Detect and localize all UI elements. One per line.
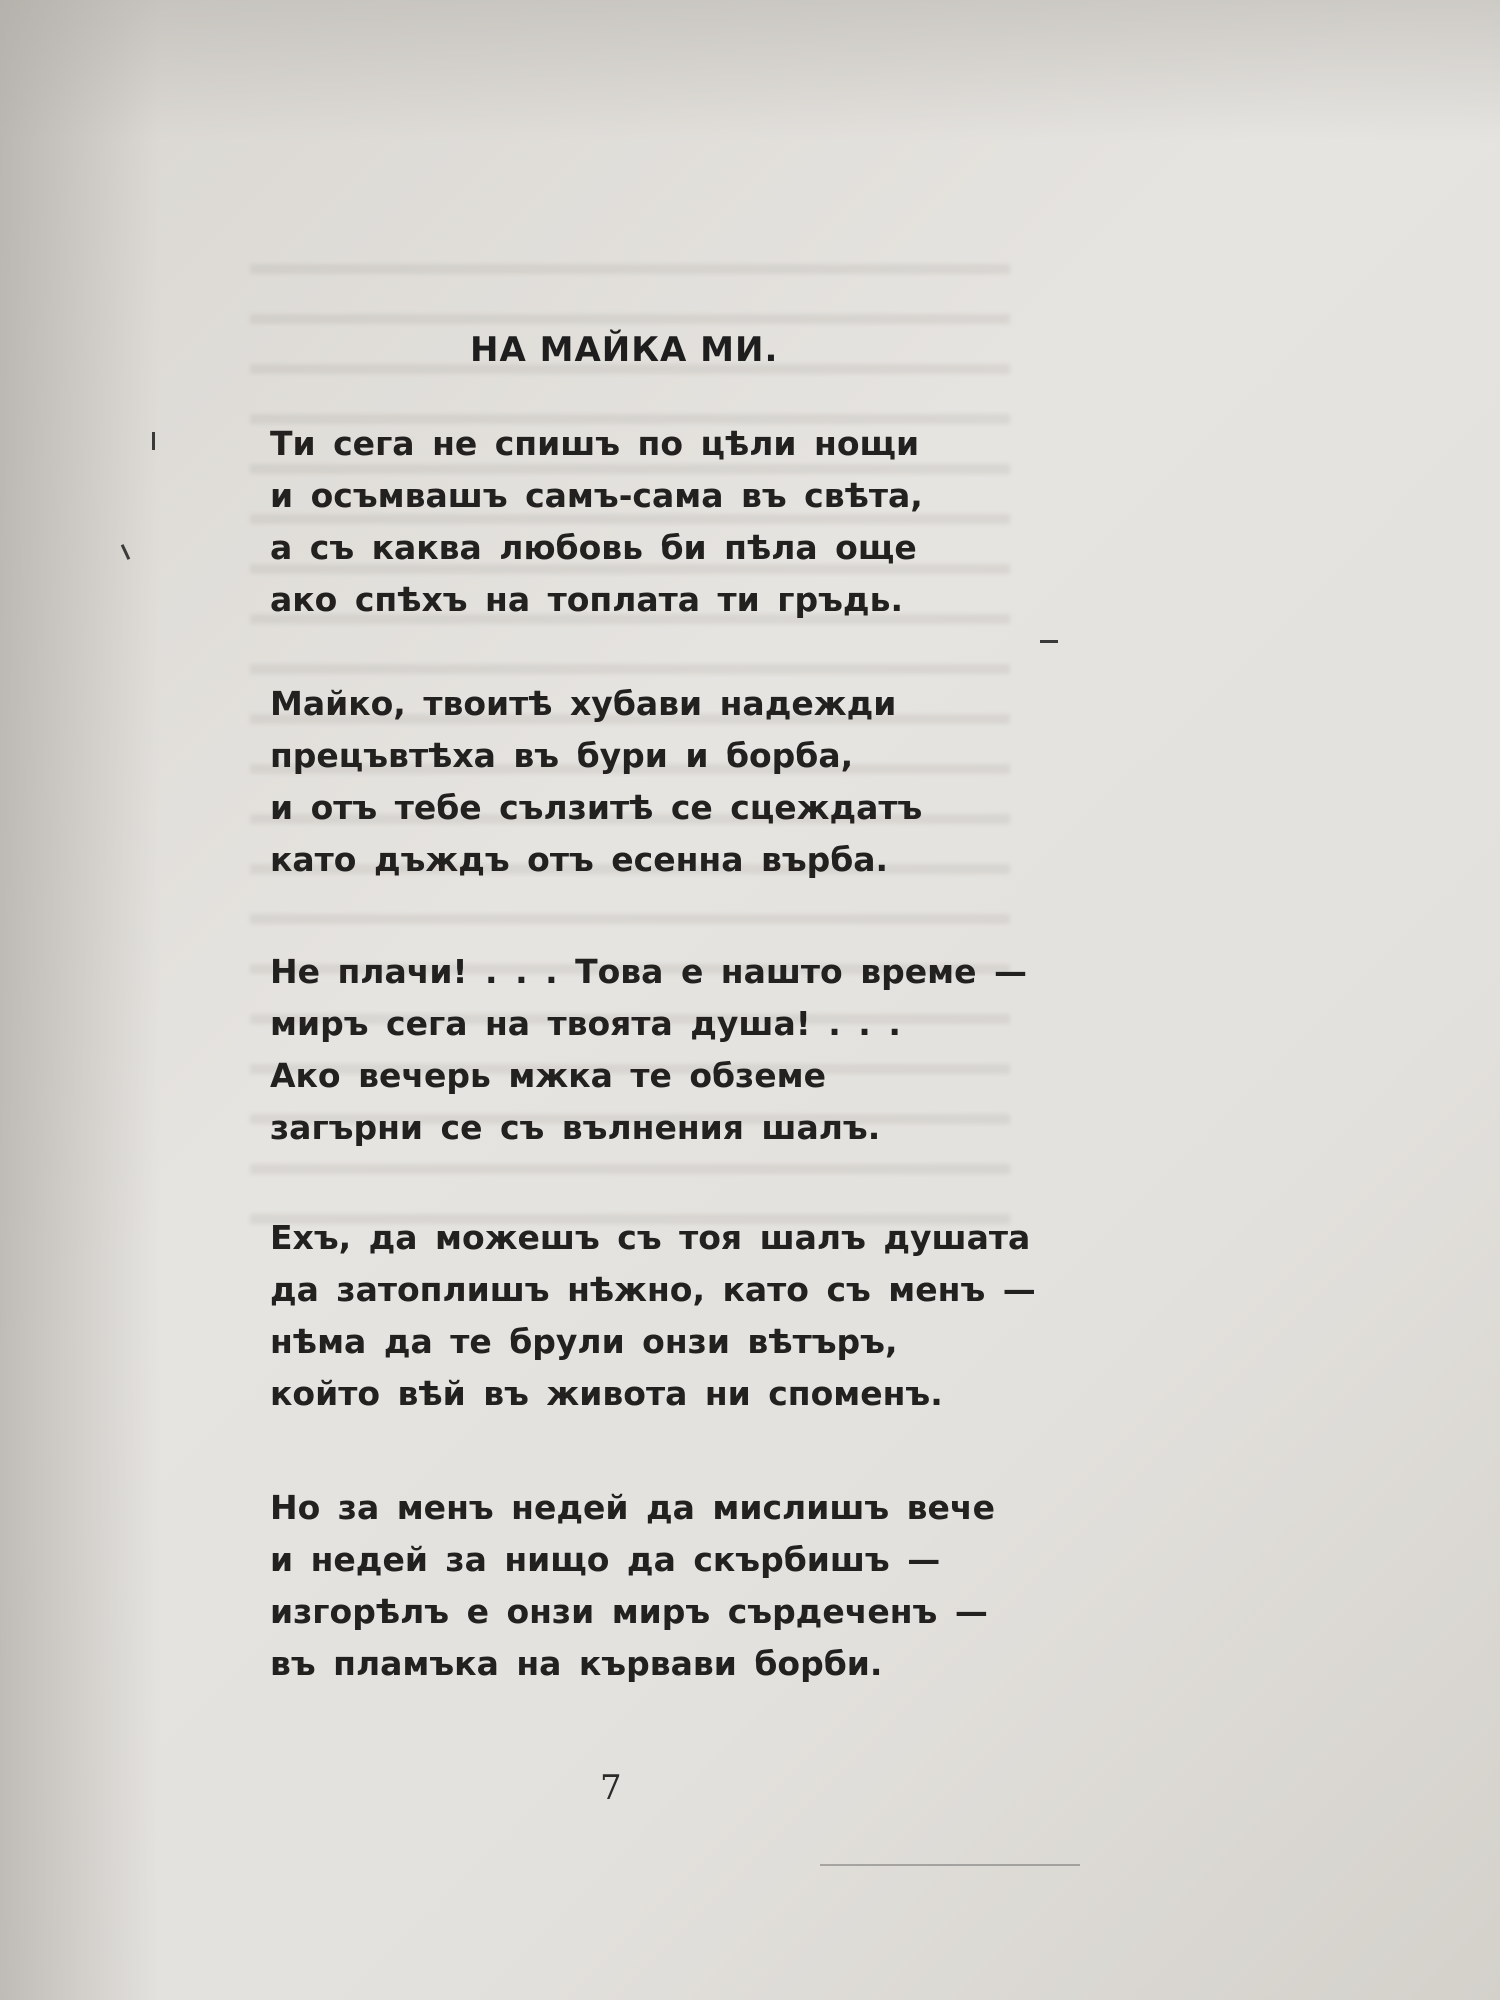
poem-line: нѣма да те брули онзи вѣтъръ,	[270, 1322, 898, 1361]
stanza-4	[270, 1212, 1036, 1420]
poem-line: а съ каква любовь би пѣла още	[270, 528, 917, 567]
poem-line: Ако вечерь мжка те обземе	[270, 1056, 826, 1095]
poem-line: Ехъ, да можешъ съ тоя шалъ душата	[270, 1218, 1031, 1257]
poem-line: Ти сега не спишъ по цѣли нощи	[270, 424, 920, 463]
ink-speck	[152, 432, 155, 450]
poem-line: и отъ тебе сълзитѣ се сцеждатъ	[270, 788, 923, 827]
page-top-shadow	[0, 0, 1500, 140]
poem-line: ако спѣхъ на топлата ти гръдь.	[270, 580, 903, 619]
poem-line: Майко, твоитѣ хубави надежди	[270, 684, 897, 723]
poem-line: който вѣй въ живота ни споменъ.	[270, 1374, 943, 1413]
poem-line: Не плачи! . . . Това е нашто време —	[270, 952, 1027, 991]
poem-line: и недей за нищо да скърбишъ —	[270, 1540, 941, 1579]
poem-title: НА МАЙКА МИ.	[470, 330, 779, 370]
poem-line: и осъмвашъ самъ-сама въ свѣта,	[270, 476, 923, 515]
ink-speck	[820, 1864, 1080, 1866]
poem-line: прецъвтѣха въ бури и борба,	[270, 736, 854, 775]
poem-line: като дъждъ отъ есенна върба.	[270, 840, 889, 879]
poem-line: миръ сега на твоята душа! . . .	[270, 1004, 901, 1043]
stanza-5	[270, 1482, 995, 1690]
stanza-3	[270, 946, 1027, 1154]
poem-line: изгорѣлъ е онзи миръ сърдеченъ —	[270, 1592, 988, 1631]
page-number: 7	[600, 1768, 622, 1808]
page-edge-shadow	[0, 0, 160, 2000]
poem-line: да затоплишъ нѣжно, като съ менъ —	[270, 1270, 1036, 1309]
poem-line: Но за менъ недей да мислишъ вече	[270, 1488, 995, 1527]
stanza-2	[270, 678, 922, 886]
poem-line: загърни се съ вълнения шалъ.	[270, 1108, 881, 1147]
poem-line: въ пламъка на кървави борби.	[270, 1644, 883, 1683]
stanza-1	[270, 418, 923, 626]
ink-speck	[1040, 640, 1058, 643]
